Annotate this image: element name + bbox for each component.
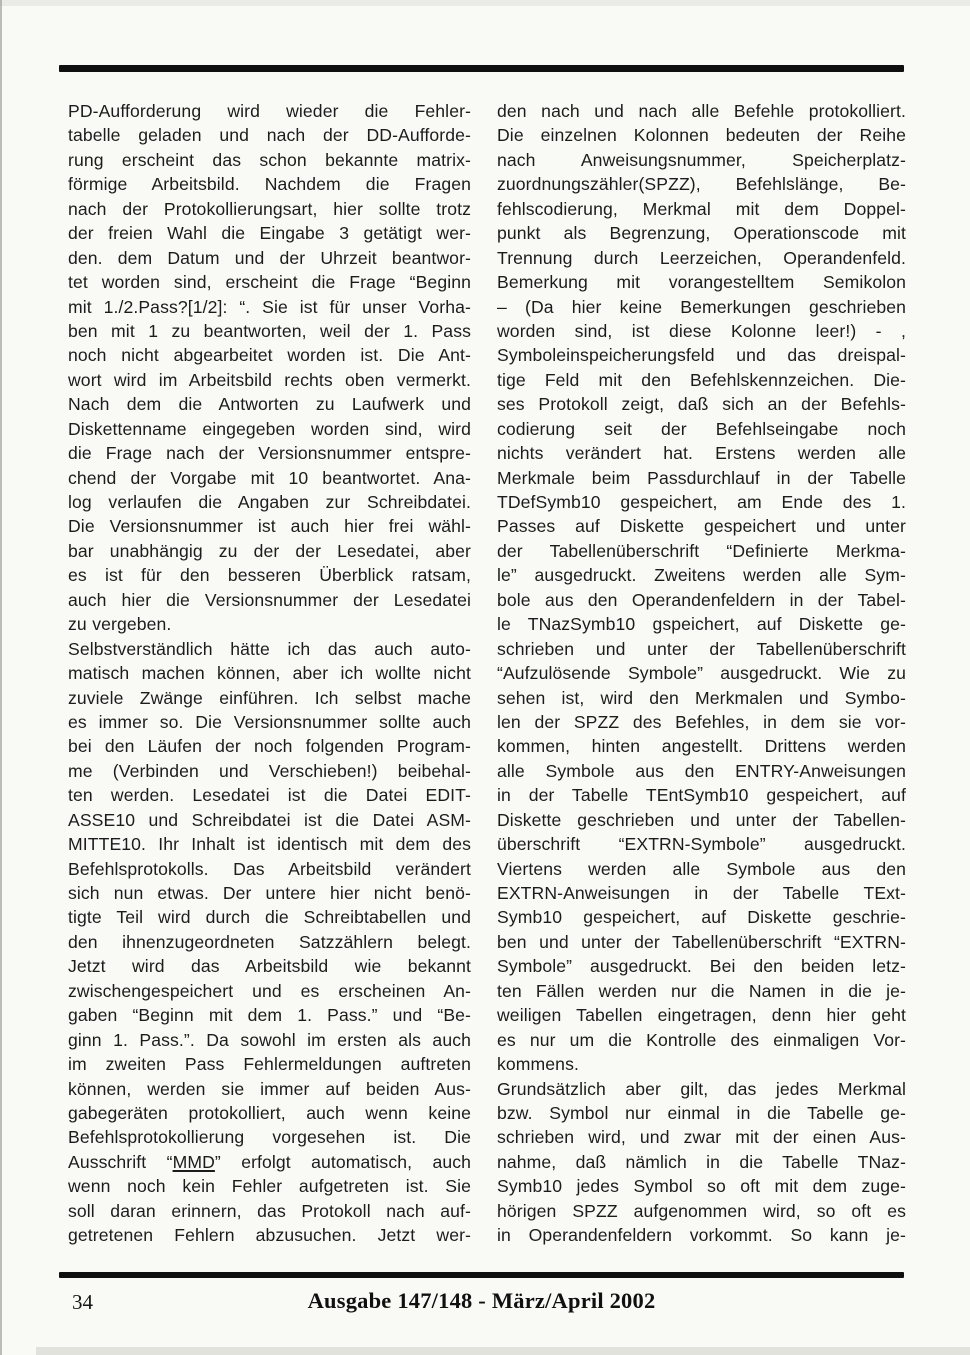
text-line: weiligen Tabellen eingetragen, denn hier geht bbox=[497, 1005, 906, 1026]
text-line: sich nun etwas. Der untere hier nicht benö- bbox=[68, 883, 471, 903]
text-line: die Frage nach der Versionsnummer entspre- bbox=[68, 443, 471, 464]
text-line: Merkmale beim Passdurchlauf in der Tabelle bbox=[497, 467, 906, 488]
text-line: können, werden sie immer auf beiden Aus- bbox=[68, 1078, 471, 1099]
text-line: es immer so. Die Versionsnummer sollte auch bbox=[68, 711, 471, 732]
text-line: len der SPZZ des Befehles, in dem sie vor- bbox=[497, 711, 906, 732]
underlined-term: MMD bbox=[172, 1151, 215, 1172]
text-line: ASSE10 und Schreibdatei ist die Datei ASM- bbox=[68, 809, 471, 830]
text-line: Viertens werden alle Symbole aus den bbox=[497, 858, 906, 879]
text-line: Ausschrift “MMD” erfolgt automatisch, auch bbox=[68, 1151, 471, 1172]
text-line: den ihnenzugeordneten Satzzählern belegt. bbox=[68, 931, 471, 952]
text-line: Jetzt wird das Arbeitsbild wie bekannt bbox=[68, 956, 471, 977]
text-line: Symb10 gespeichert, auf Diskette geschrie- bbox=[497, 907, 906, 928]
text-line: Bemerkung mit vorangestelltem Semikolon bbox=[497, 272, 906, 293]
text-line: getretenen Fehlern abzusuchen. Jetzt wer- bbox=[68, 1225, 471, 1246]
text-line: matisch machen können, aber ich wollte nicht bbox=[68, 663, 471, 684]
text-line: es nur um die Kontrolle des einmaligen Vor- bbox=[497, 1029, 906, 1050]
text-line: fehlscodierung, Merkmal mit dem Doppel- bbox=[497, 198, 906, 219]
top-rule bbox=[59, 65, 904, 72]
text-line: nichts verändert hat. Erstens werden alle bbox=[497, 443, 906, 464]
text-line: mit 1./2.Pass?[1/2]: “. Sie ist für unser Vorha- bbox=[68, 296, 471, 317]
text-line: bole aus den Operandenfeldern in der Tabel- bbox=[497, 589, 906, 610]
text-line: in Operandenfeldern vorkommt. So kann je- bbox=[497, 1225, 906, 1246]
text-line: Die einzelnen Kolonnen bedeuten der Reihe bbox=[497, 125, 906, 146]
text-line: ben mit 1 zu beantworten, weil der 1. Pass bbox=[68, 320, 471, 341]
text-line: den. dem Datum und der Uhrzeit beantwor- bbox=[68, 247, 471, 268]
text-line: Symbole” ausgedruckt. Bei den beiden letz- bbox=[497, 956, 906, 977]
text-line: gaben “Beginn mit dem 1. Pass.” und “Be- bbox=[68, 1005, 471, 1026]
text-line: punkt als Begrenzung, Operationscode mit bbox=[497, 223, 906, 244]
text-line: kommen, hinten angestellt. Drittens werden bbox=[497, 736, 906, 757]
text-line: ten werden. Lesedatei ist die Datei EDIT- bbox=[68, 785, 471, 806]
text-line: Nach dem die Antworten zu Laufwerk und bbox=[68, 394, 471, 415]
text-line: Diskettenname eingegeben worden sind, wird bbox=[68, 418, 471, 439]
text-line: Passes auf Diskette gespeichert und unter bbox=[497, 516, 906, 537]
text-line: Befehlsprotokollierung vorgesehen ist. Die bbox=[68, 1127, 471, 1148]
article-body bbox=[68, 99, 906, 1248]
text-line: ben und unter der Tabellenüberschrift “EXTRN- bbox=[497, 931, 906, 952]
text-line: Selbstverständlich hätte ich das auch auto- bbox=[68, 638, 471, 659]
text-line: nahme, daß nämlich in die Tabelle TNaz- bbox=[497, 1151, 906, 1172]
page-number: 34 bbox=[72, 1290, 93, 1314]
scan-edge-top bbox=[0, 0, 970, 6]
text-line: codierung seit der Befehlseingabe noch bbox=[497, 418, 906, 439]
text-line: Diskette geschrieben und unter der Tabellen- bbox=[497, 809, 906, 830]
text-line: worden sind, ist diese Kolonne leer!) - , bbox=[497, 320, 906, 341]
text-line: ten Fällen werden nur die Namen in die je- bbox=[497, 980, 906, 1001]
text-line: ses Protokoll zeigt, daß sich an der Befehls- bbox=[497, 394, 906, 415]
text-line: Symb10 jedes Symbol so oft mit dem zuge- bbox=[497, 1176, 906, 1197]
text-line: “Aufzulösende Symbole” ausgedruckt. Wie zu bbox=[497, 663, 906, 684]
text-line: Befehlsprotokolls. Das Arbeitsbild verändert bbox=[68, 858, 471, 879]
text-line: tabelle geladen und nach der DD-Aufforde- bbox=[68, 125, 471, 146]
text-line: bei den Läufen der noch folgenden Program- bbox=[68, 736, 471, 757]
text-line: Grundsätzlich aber gilt, das jedes Merkmal bbox=[497, 1078, 906, 1099]
text-line: TDefSymb10 gespeichert, am Ende des 1. bbox=[497, 492, 906, 512]
column-left bbox=[68, 99, 471, 1248]
text-line: in der Tabelle TEntSymb10 gespeichert, auf bbox=[497, 785, 906, 806]
issue-title: Ausgabe 147/148 - März/April 2002 bbox=[307, 1288, 656, 1313]
text-line: Trennung durch Leerzeichen, Operandenfeld. bbox=[497, 247, 906, 268]
text-line: wenn noch kein Fehler aufgetreten ist. Sie bbox=[68, 1176, 471, 1197]
text-line: gabegeräten protokolliert, auch wenn keine bbox=[68, 1102, 471, 1123]
text-line: Die Versionsnummer ist auch hier frei wähl- bbox=[68, 516, 471, 537]
text-line: zuviele Zwänge einführen. Ich selbst mache bbox=[68, 687, 471, 708]
text-line: PD-Aufforderung wird wieder die Fehler- bbox=[68, 101, 471, 121]
column-right bbox=[497, 99, 906, 1248]
bottom-rule bbox=[59, 1272, 904, 1278]
text-line: soll daran erinnern, das Protokoll nach auf- bbox=[68, 1200, 471, 1221]
text-line: förmige Arbeitsbild. Nachdem die Fragen bbox=[68, 174, 471, 195]
text-line: me (Verbinden und Verschieben!) beibehal- bbox=[68, 760, 471, 781]
text-line: noch nicht abgearbeitet worden ist. Die Ant- bbox=[68, 345, 471, 366]
text-line: sehen ist, wird den Merkmalen und Symbo- bbox=[497, 687, 906, 708]
text-line: tige Feld mit den Befehlskennzeichen. Die- bbox=[497, 369, 906, 390]
text-line: tet worden sind, erscheint die Frage “Beginn bbox=[68, 272, 471, 293]
text-line: überschrift “EXTRN-Symbole” ausgedruckt. bbox=[497, 834, 906, 855]
text-line: le TNazSymb10 gspeichert, auf Diskette ge- bbox=[497, 614, 906, 635]
text-line: log verlaufen die Angaben zur Schreibdatei. bbox=[68, 492, 471, 512]
text-line: MITTE10. Ihr Inhalt ist identisch mit dem des bbox=[68, 834, 471, 855]
text-line: hörigen SPZZ aufgenommen wird, so oft es bbox=[497, 1200, 906, 1221]
scan-edge-left bbox=[0, 0, 2, 1355]
text-line: den nach und nach alle Befehle protokolliert. bbox=[497, 101, 906, 121]
text-line: zwischengespeichert und es erscheinen An- bbox=[68, 980, 471, 1001]
page-footer bbox=[59, 1288, 904, 1320]
text-line: ginn 1. Pass.”. Da sowohl im ersten als auch bbox=[68, 1029, 471, 1050]
text-line: kommens. bbox=[497, 1054, 579, 1075]
text-line: le” ausgedruckt. Zweitens werden alle Sym- bbox=[497, 565, 906, 586]
text-line: auch hier die Versionsnummer der Lesedatei bbox=[68, 589, 471, 610]
text-line: wort wird im Arbeitsbild rechts oben vermerkt. bbox=[68, 369, 471, 390]
text-line: bar unabhängig zu der der Lesedatei, aber bbox=[68, 540, 471, 561]
text-line: EXTRN-Anweisungen in der Tabelle TExt- bbox=[497, 883, 906, 903]
scan-edge-bottom bbox=[36, 1347, 970, 1355]
text-line: chend der Vorgabe mit 10 beantwortet. Ana- bbox=[68, 467, 471, 488]
text-line: zuordnungszähler(SPZZ), Befehlslänge, Be- bbox=[497, 174, 906, 195]
text-line: tigte Teil wird durch die Schreibtabellen und bbox=[68, 907, 471, 928]
text-line: Symboleinspeicherungsfeld und das dreispal- bbox=[497, 345, 906, 366]
text-line: der freien Wahl die Eingabe 3 getätigt wer- bbox=[68, 223, 471, 244]
text-line: rung erscheint das schon bekannte matrix- bbox=[68, 149, 471, 170]
text-line: – (Da hier keine Bemerkungen geschrieben bbox=[497, 296, 906, 317]
text-line: nach der Protokollierungsart, hier sollte trotz bbox=[68, 198, 471, 219]
text-line: schrieben wird, und zwar mit der einen Aus- bbox=[497, 1127, 906, 1148]
text-line: der Tabellenüberschrift “Definierte Merkma- bbox=[497, 540, 906, 561]
text-line: nach Anweisungsnummer, Speicherplatz- bbox=[497, 149, 906, 170]
text-line: es ist für den besseren Überblick ratsam, bbox=[68, 565, 471, 586]
text-line: bzw. Symbol nur einmal in die Tabelle ge- bbox=[497, 1102, 906, 1123]
text-line: im zweiten Pass Fehlermeldungen auftreten bbox=[68, 1054, 471, 1075]
text-line: schrieben und unter der Tabellenüberschrift bbox=[497, 638, 906, 659]
text-line: alle Symbole aus den ENTRY-Anweisungen bbox=[497, 760, 906, 781]
text-line: zu vergeben. bbox=[68, 614, 172, 635]
